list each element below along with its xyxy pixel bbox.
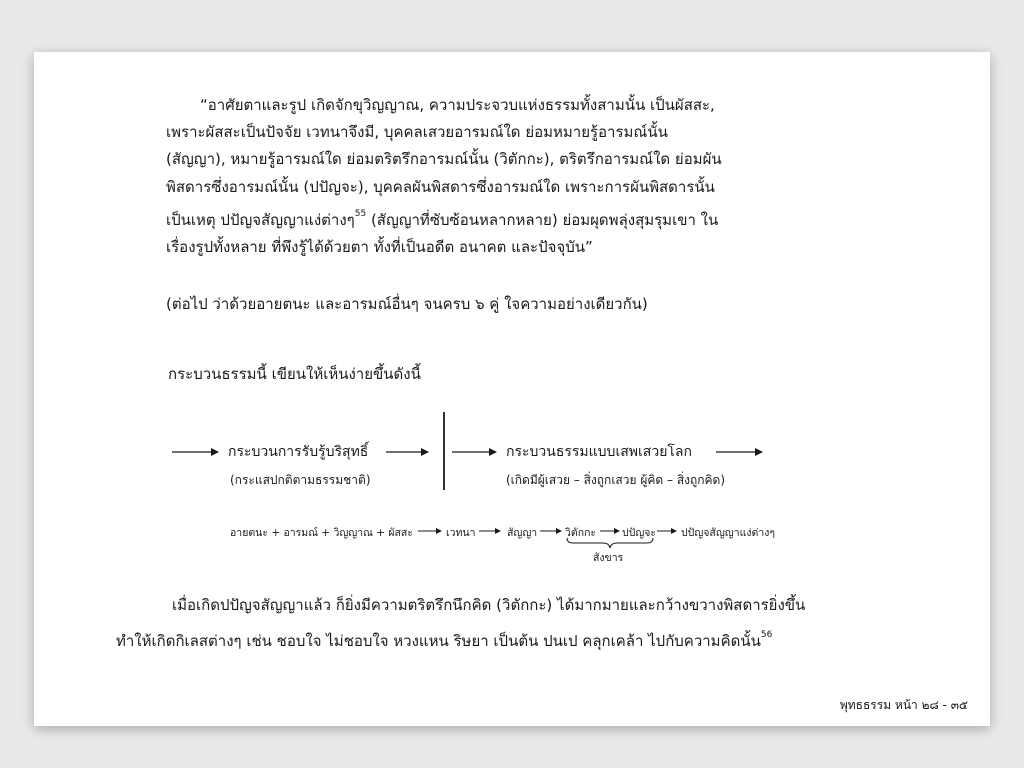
continuation-note: (ต่อไป ว่าด้วยอายตนะ และอารมณ์อื่นๆ จนครบ ๖ คู่ ใจความอย่างเดียวกัน) bbox=[166, 295, 648, 313]
chain-step-feeling: เวทนา bbox=[446, 527, 476, 539]
page-footer: พุทธธรรม หน้า ๒๘ - ๓๕ bbox=[839, 698, 968, 712]
quote-line bbox=[166, 201, 780, 234]
quote-line: เรื่องรูปทั้งหลาย ที่พึงรู้ได้ด้วยตา ทั้งที่เป็นอดีต อนาคต และปัจจุบัน” bbox=[166, 238, 593, 257]
footnote-marker: 56 bbox=[760, 630, 773, 640]
quote-line: (สัญญา), หมายรู้อารมณ์ใด ย่อมตริตรึกอารมณ์นั้น (วิตักกะ), ตริตรึกอารมณ์ใด ย่อมผัน bbox=[166, 150, 722, 169]
pure-process-title: กระบวนการรับรู้บริสุทธิ์ bbox=[228, 444, 369, 460]
closing-line bbox=[116, 620, 836, 656]
closing-paragraph bbox=[116, 590, 836, 656]
quoted-passage bbox=[166, 92, 780, 261]
quote-line: “อาศัยตาและรูป เกิดจักขุวิญญาณ, ความประจวบแห่งธรรมทั้งสามนั้น เป็นผัสสะ, bbox=[200, 96, 715, 114]
quote-line-text: (สัญญาที่ซับซ้อนหลากหลาย) ย่อมผุดพลุ่งสุมรุมเขา ใน bbox=[366, 210, 719, 229]
closing-line: เมื่อเกิดปปัญจสัญญาแล้ว ก็ยิ่งมีความตริตรึกนึกคิด (วิตักกะ) ได้มากมายและกว้างขวางพิสดารยิ่งขึ้น bbox=[172, 596, 806, 614]
chain-step-vitakka: วิตักกะ bbox=[565, 527, 597, 539]
diagram-intro: กระบวนธรรมนี้ เขียนให้เห็นง่ายขึ้นดังนี้ bbox=[168, 365, 421, 383]
footnote-marker: 55 bbox=[354, 208, 367, 219]
worldly-process-title: กระบวนธรรมแบบเสพเสวยโลก bbox=[506, 444, 692, 460]
chain-step-contact: อายตนะ + อารมณ์ + วิญญาณ + ผัสสะ bbox=[230, 527, 413, 539]
brace-label-sankhara: สังขาร bbox=[593, 552, 624, 564]
closing-line-text: ทำให้เกิดกิเลสต่างๆ เช่น ชอบใจ ไม่ชอบใจ หวงแหน ริษยา เป็นต้น ปนเป คลุกเคล้า ไปกับความคิดนั้น bbox=[116, 632, 761, 650]
pure-process-subtitle: (กระแสปกติตามธรรมชาติ) bbox=[230, 473, 371, 487]
chain-step-papanca-sanna: ปปัญจสัญญาแง่ต่างๆ bbox=[681, 527, 776, 539]
quote-line-text: เป็นเหตุ ปปัญจสัญญาแง่ต่างๆ bbox=[166, 210, 355, 229]
worldly-process-subtitle: (เกิดมีผู้เสวย – สิ่งถูกเสวย ผู้คิด – สิ่งถูกคิด) bbox=[506, 473, 726, 487]
chain-step-perception: สัญญา bbox=[507, 527, 538, 539]
quote-line: เพราะผัสสะเป็นปัจจัย เวทนาจึงมี, บุคคลเสวยอารมณ์ใด ย่อมหมายรู้อารมณ์นั้น bbox=[166, 123, 668, 142]
chain-step-papanca: ปปัญจะ bbox=[622, 527, 657, 539]
quote-line: พิสดารซึ่งอารมณ์นั้น (ปปัญจะ), บุคคลผันพิสดารซึ่งอารมณ์ใด เพราะการผันพิสดารนั้น bbox=[166, 177, 715, 196]
